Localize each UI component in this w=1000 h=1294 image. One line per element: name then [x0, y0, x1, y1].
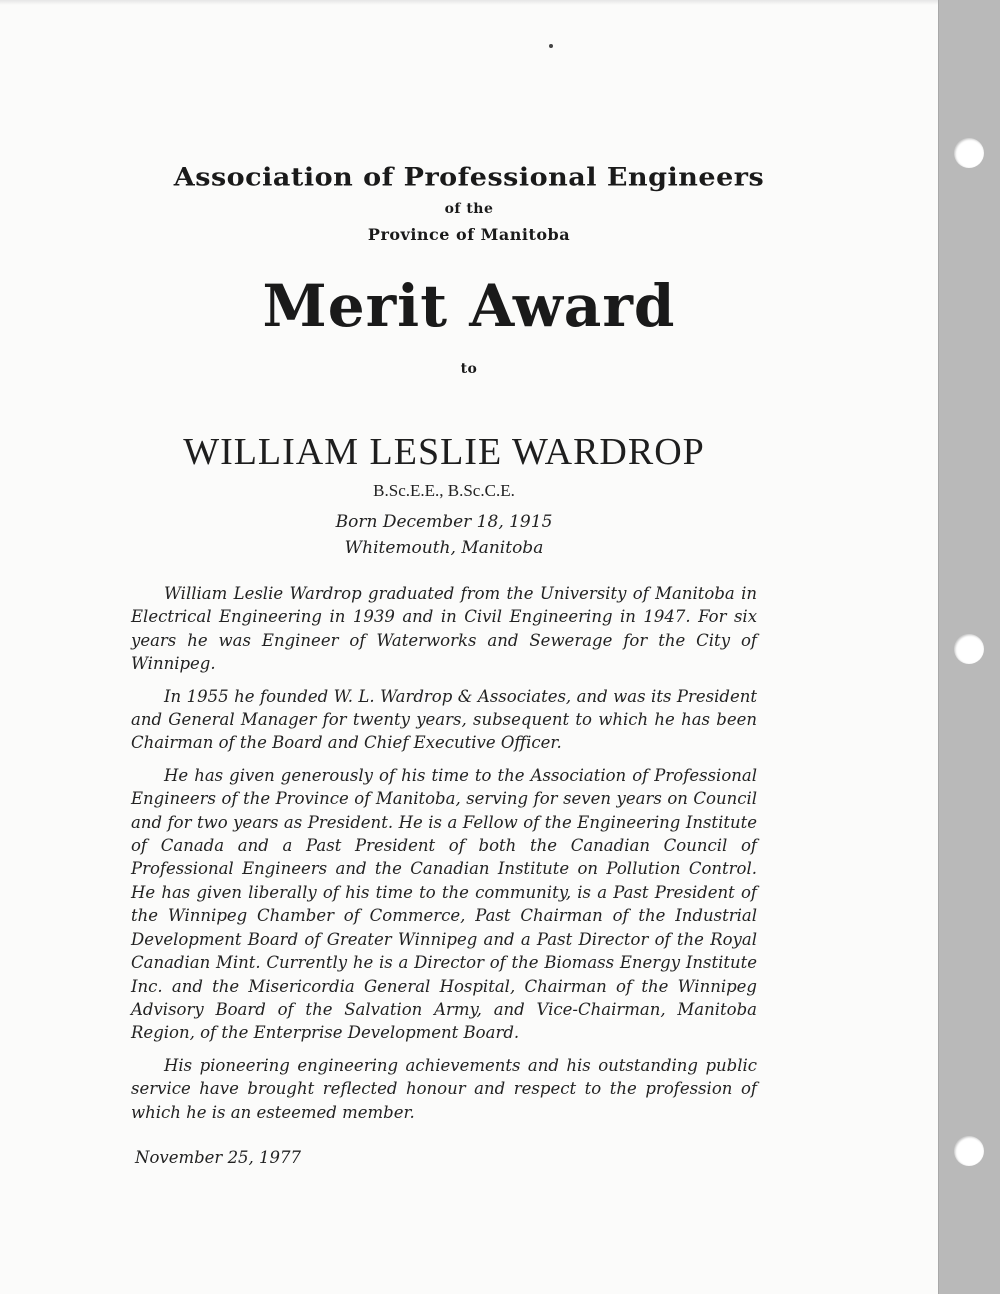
birth-date: Born December 18, 1915: [335, 512, 553, 532]
citation-paragraph: William Leslie Wardrop graduated from the University of Manitoba in Electrical Engineering in 1939 and in Civil Engineering in 1947. For six years he was Engineer of Waterworks and Sewerage for the City of Winnipeg.: [131, 584, 757, 674]
punch-hole-bottom: [954, 1136, 984, 1166]
of-the-label: of the: [444, 201, 494, 217]
punch-hole-top: [954, 138, 984, 168]
page-top-edge: [0, 0, 1000, 5]
citation-body: [131, 582, 757, 1133]
province-label: Province of Manitoba: [367, 225, 571, 244]
citation-date: November 25, 1977: [135, 1148, 302, 1167]
birthplace: Whitemouth, Manitoba: [344, 538, 544, 558]
recipient-degrees: B.Sc.E.E., B.Sc.C.E.: [373, 481, 515, 500]
citation-paragraph: His pioneering engineering achievements and his outstanding public service have brought reflected honour and respect to the profession of which he is an esteemed member.: [131, 1055, 757, 1122]
citation-paragraph: In 1955 he founded W. L. Wardrop & Associates, and was its President and General Manager for twenty years, subsequent to which he has been Chairman of the Board and Chief Executive Officer.: [131, 686, 757, 753]
citation-paragraph: He has given generously of his time to the Association of Professional Engineers of the Province of Manitoba, serving for seven years on Council and for two years as President. He is a Fellow of the Engineering Institute of Canada and a Past President of both the Canadian Council of Professional Engineers and the Canadian Institute on Pollution Control. He has given liberally of his time to the community, is a Past President of the Winnipeg Chamber of Commerce, Past Chairman of the Industrial Development Board of Greater Winnipeg and a Past Director of the Royal Canadian Mint. Currently he is a Director of the Biomass Energy Institute Inc. and the Misericordia General Hospital, Chairman of the Winnipeg Advisory Board of the Salvation Army, and Vice-Chairman, Manitoba Region, of the Enterprise Development Board.: [131, 765, 757, 1043]
association-title: Association of Professional Engineers: [173, 163, 765, 192]
punch-hole-middle: [954, 634, 984, 664]
recipient-name: WILLIAM LESLIE WARDROP: [183, 431, 705, 473]
scan-speck: [549, 44, 553, 48]
award-title: Merit Award: [262, 272, 676, 340]
to-label: to: [460, 361, 478, 377]
